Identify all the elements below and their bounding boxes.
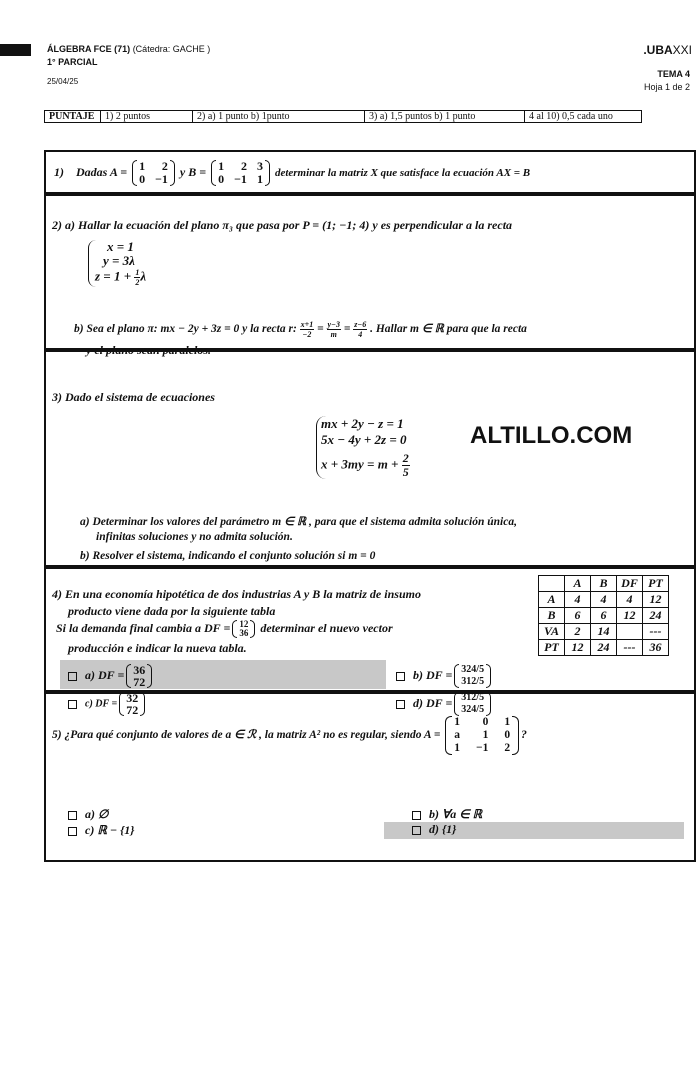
score-cell: 1) 2 puntos — [101, 111, 193, 123]
exam-date: 25/04/25 — [47, 77, 79, 86]
q3a-text: a) Determinar los valores del parámetro m ∈ ℝ , para que el sistema admita solución única, — [80, 516, 517, 528]
tema: TEMA 4 — [657, 69, 690, 79]
q3-title: 3) Dado el sistema de ecuaciones — [52, 390, 215, 404]
option-label: d) DF = — [413, 695, 453, 710]
option-a[interactable]: a) ∅ — [68, 807, 108, 822]
table-row — [539, 624, 669, 640]
hoja: Hoja 1 de 2 — [643, 82, 690, 92]
table-cell: 2 — [565, 624, 591, 640]
table-cell: 6 — [591, 608, 617, 624]
table-row — [539, 592, 669, 608]
table-cell: A — [565, 576, 591, 592]
q2a-text: 2) a) Hallar la ecuación del plano π₃ que pasa por P = (1; −1; 4) y es perpendicular a la recta — [52, 218, 513, 232]
option-d[interactable]: d) {1} — [384, 822, 684, 839]
table-cell: 12 — [565, 640, 591, 656]
table-cell: 12 — [617, 608, 643, 624]
question-3 — [44, 350, 696, 567]
score-cell: 2) a) 1 punto b) 1punto — [193, 111, 365, 123]
q3a-text-2: infinitas soluciones y no admita solución. — [96, 531, 293, 543]
option-c[interactable]: c) ℝ − {1} — [68, 823, 134, 838]
checkbox[interactable] — [412, 826, 421, 835]
table-cell: PT — [643, 576, 669, 592]
table-cell: 14 — [591, 624, 617, 640]
table-cell: 36 — [643, 640, 669, 656]
exam-name: 1° PARCIAL — [47, 57, 98, 67]
table-cell — [539, 576, 565, 592]
table-cell: 12 — [643, 592, 669, 608]
table-cell: --- — [643, 624, 669, 640]
option-label: a) DF = — [85, 667, 125, 682]
option-label: c) DF = — [85, 698, 118, 710]
score-cell: 4 al 10) 0,5 cada uno — [525, 111, 642, 123]
option-b[interactable]: b) ∀a ∈ ℝ — [412, 807, 482, 822]
score-cell: 3) a) 1,5 puntos b) 1 punto — [365, 111, 525, 123]
matrix-a: 1 0 1 a 1 0 1 −1 2 — [445, 716, 519, 755]
table-cell — [617, 624, 643, 640]
course-name: ÁLGEBRA FCE (71) — [47, 44, 131, 54]
question-1: 1) Dadas A = 1 2 0 −1 y B = 1 2 3 0 −1 1 determinar la matriz X que satisface la ecuación AX = B — [44, 150, 696, 194]
table-cell: B — [539, 608, 565, 624]
q5-text: 5) ¿Para qué conjunto de valores de a ∈ ℛ , la matriz A² no es regular, siendo A = 1 0 1 a 1 0 1 −1 2 ? — [52, 716, 527, 754]
table-cell: VA — [539, 624, 565, 640]
table-cell: 4 — [617, 592, 643, 608]
option-d[interactable]: d) DF = 312/5 324/5 — [396, 692, 493, 716]
catedra: (Cátedra: GACHE ) — [132, 44, 211, 54]
black-marker — [0, 44, 31, 56]
checkbox[interactable] — [68, 827, 77, 836]
q2b-text: b) Sea el plano π: mx − 2y + 3z = 0 y la recta r: $\frac{x+1}{-2}$ = $\frac{y-3}{m}$ = $\frac{z-6}{4}$ . Hallar m ∈ ℝ para que la recta — [74, 320, 527, 339]
table-row — [539, 576, 669, 592]
score-header: PUNTAJE — [45, 111, 101, 123]
table-cell: 24 — [643, 608, 669, 624]
option-label: b) DF = — [413, 667, 453, 682]
course-title — [47, 44, 210, 54]
table-cell: 6 — [565, 608, 591, 624]
line-system: x = 1 y = 3λ z = 1 + $\frac{1}{2}$ λ — [88, 240, 146, 287]
checkbox[interactable] — [396, 672, 405, 681]
question-2 — [44, 194, 696, 357]
question-5 — [44, 692, 696, 862]
table-cell: A — [539, 592, 565, 608]
q3b-text: b) Resolver el sistema, indicando el conjunto solución si m = 0 — [80, 550, 376, 562]
table-cell: B — [591, 576, 617, 592]
q2b-text-2: y el plano sean paralelos. — [86, 343, 211, 357]
matrix-b: 1 2 3 0 −1 1 — [211, 160, 270, 186]
option-a-content: a) DF = 36 72 — [68, 664, 154, 688]
equation-system: mx + 2y − z = 1 5x − 4y + 2z = 0 x + 3my = m + $\frac{2}{5}$ — [316, 416, 410, 479]
option-b[interactable]: b) DF = 324/5 312/5 — [396, 664, 493, 688]
table-cell: 4 — [591, 592, 617, 608]
checkbox[interactable] — [68, 672, 77, 681]
table-cell: 4 — [565, 592, 591, 608]
input-output-table — [538, 575, 669, 656]
checkbox[interactable] — [68, 811, 77, 820]
option-c[interactable]: c) DF = 32 72 — [68, 692, 147, 716]
uba-logo: .UBAXXI — [643, 43, 692, 57]
score-table — [44, 110, 642, 123]
watermark: ALTILLO.COM — [470, 422, 633, 449]
table-cell: --- — [617, 640, 643, 656]
checkbox[interactable] — [412, 811, 421, 820]
table-cell: DF — [617, 576, 643, 592]
question-4: 4) En una economía hipotética de dos industrias A y B la matriz de insumo producto viene dada por la siguiente tabla Si la demanda final cambia a DF = 12 36 determinar el nuevo vector producción e indicar la nueva tabla. A B DF PT A 4 4 4 12 B 6 6 12 24 VA 2 14 --- PT 12 24 --- 36 a) DF = 36 72 b) DF = 324/5 312/5 c) DF = 32 72 d) DF = 312/5 324/5 — [44, 567, 696, 692]
matrix-a: 1 2 0 −1 — [132, 160, 175, 186]
table-row — [539, 640, 669, 656]
table-cell: 24 — [591, 640, 617, 656]
table-row — [539, 608, 669, 624]
table-cell: PT — [539, 640, 565, 656]
